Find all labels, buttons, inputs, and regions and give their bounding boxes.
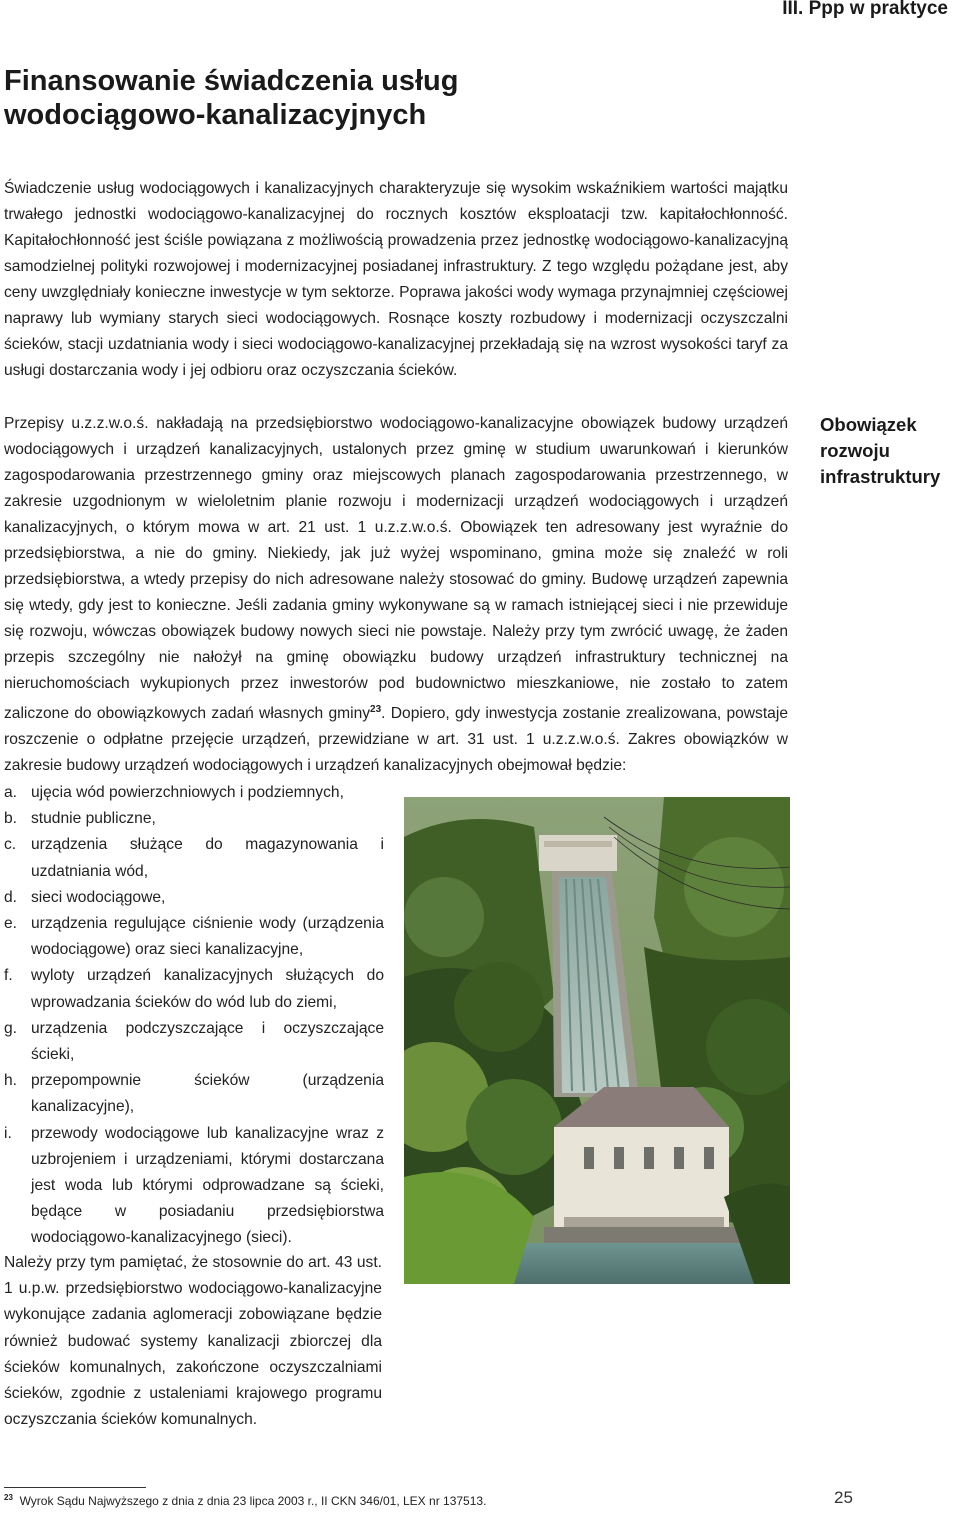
page-number: 25	[834, 1488, 853, 1507]
list-item	[4, 780, 384, 806]
list-item-text: przepompownie ścieków (urządzenia kanalizacyjne),	[31, 1072, 384, 1116]
footnote-rule	[4, 1487, 146, 1488]
list-item-text: wyloty urządzeń kanalizacyjnych służących do wprowadzania ścieków do wód lub do ziemi,	[31, 967, 384, 1011]
list-marker: h.	[4, 1072, 18, 1090]
list-item-text: urządzenia służące do magazynowania i uzdatniania wód,	[31, 836, 384, 880]
body-text-part-1: Przepisy u.z.z.w.o.ś. nakładają na przedsiębiorstwo wodociągowo-kanalizacyjne obowiązek budowy urządzeń wodociągowych i urządzeń kanalizacyjnych, ustalonych przez gminę w studium uwarunkowań i kierunków zagospodarowania przestrzennego gminy oraz miejscowych planach zagospodarowania przestrzennego, w zakresie uzgodnionym w wieloletnim planie rozwoju i modernizacji urządzeń wodociągowych i urządzeń kanalizacyjnych, o którym mowa w art. 21 ust. 1 u.z.z.w.o.ś. Obowiązek ten adresowany jest wyraźnie do przedsiębiorstwa, a nie do gminy. Niekiedy, jak już wyżej wspominano, gmina może się znaleźć w roli przedsiębiorstwa, a wtedy przepisy do nich adresowane należy stosować do gminy. Budowę urządzeń zapewnia się wtedy, gdy jest to konieczne. Jeśli zadania gminy wykonywane są w ramach istniejącej sieci i nie przewiduje się rozwoju, wówczas obowiązek budowy nowych sieci nie powstaje. Należy przy tym zwrócić uwagę, że żaden przepis szczególny nie nałożył na gminę obowiązku budowy urządzeń infrastruktury technicznej na nieruchomościach wykupionych przez inwestorów pod budownictwo mieszkaniowe, nie zostało to zatem zaliczone do obowiązkowych zadań własnych gminy	[4, 415, 788, 723]
body-paragraph	[4, 411, 788, 779]
list-item	[4, 963, 384, 1015]
list-marker: i.	[4, 1124, 12, 1142]
list-item	[4, 832, 384, 884]
page-title-line-2: wodociągowo-kanalizacyjnych	[4, 99, 427, 131]
footnote	[4, 1493, 486, 1508]
list-item-text: przewody wodociągowe lub kanalizacyjne wraz z uzbrojeniem i urządzeniami, którymi dostarczana jest woda lub którymi odprowadzane są ścieki, będące w posiadaniu przedsiębiorstwa wodociągowo-kanalizacyjnego (sieci).	[31, 1124, 384, 1247]
photo-illustration	[404, 797, 790, 1284]
list-marker: d.	[4, 888, 18, 906]
body-text-part-2: . Dopiero, gdy inwestycja zostanie zrealizowana, powstaje roszczenie o odpłatne przejęcie urządzeń, przewidziane w art. 31 ust. 1 u.z.z.w.o.ś. Zakres obowiązków w zakresie budowy urządzeń wodociągowych i urządzeń kanalizacyjnych obejmował będzie:	[4, 705, 788, 775]
list-item	[4, 1121, 384, 1252]
page-title-line-1: Finansowanie świadczenia usług	[4, 65, 459, 97]
list-marker: b.	[4, 810, 18, 828]
hydropower-plant-photo	[404, 797, 790, 1284]
list-marker: c.	[4, 836, 17, 854]
obligations-list	[4, 780, 384, 1252]
footnote-text: Wyrok Sądu Najwyższego z dnia z dnia 23 lipca 2003 r., II CKN 346/01, LEX nr 137513.	[19, 1494, 487, 1508]
footnote-reference[interactable]: 23	[370, 704, 382, 715]
list-item	[4, 885, 384, 911]
list-item	[4, 1068, 384, 1120]
margin-note	[820, 412, 960, 490]
list-marker: g.	[4, 1019, 18, 1037]
list-marker: e.	[4, 915, 18, 933]
closing-paragraph: Należy przy tym pamiętać, że stosownie do art. 43 ust. 1 u.p.w. przedsiębiorstwo wodociągowo-kanalizacyjne wykonujące zadania aglomeracji zobowiązane będzie również budować systemy kanalizacji zbiorczej dla ścieków komunalnych, zakończone oczyszczalniami ścieków, zgodnie z ustaleniami krajowego programu oczyszczania ścieków komunalnych.	[4, 1254, 382, 1429]
intro-paragraph: Świadczenie usług wodociągowych i kanalizacyjnych charakteryzuje się wysokim wskaźnikiem wartości majątku trwałego jednostki wodociągowo-kanalizacyjnej do rocznych kosztów eksploatacji tzw. kapitałochłonność. Kapitałochłonność jest ściśle powiązana z możliwością prowadzenia przez jednostkę wodociągowo-kanalizacyjną samodzielnej polityki rozwojowej i modernizacyjnej posiadanej infrastruktury. Z tego względu pożądane jest, aby ceny uwzględniały konieczne inwestycje w tym sektorze. Poprawa jakości wody wymaga przynajmniej częściowej naprawy lub wymiany starych sieci wodociągowych. Rosnące koszty rozbudowy i modernizacji oczyszczalni ścieków, stacji uzdatniania wody i sieci wodociągowo-kanalizacyjnej przekładają się na wzrost wysokości taryf za usługi dostarczania wody i jej odbioru oraz oczyszczania ścieków.	[4, 180, 788, 379]
section-header: III. Ppp w praktyce	[782, 0, 948, 19]
margin-note-line-2: rozwoju	[820, 440, 890, 461]
list-item-text: studnie publiczne,	[31, 810, 156, 828]
list-item	[4, 911, 384, 963]
footnote-number: 23	[4, 1493, 13, 1502]
list-marker: a.	[4, 784, 18, 801]
list-marker: f.	[4, 967, 13, 985]
margin-note-line-1: Obowiązek	[820, 414, 917, 435]
list-item-text: urządzenia podczyszczające i oczyszczające ścieki,	[31, 1019, 384, 1064]
list-item	[4, 806, 384, 832]
list-item-text: ujęcia wód powierzchniowych i podziemnych,	[31, 784, 344, 801]
list-item-text: sieci wodociągowe,	[31, 888, 166, 906]
list-item-text: urządzenia regulujące ciśnienie wody (urządzenia wodociągowe) oraz sieci kanalizacyjne,	[31, 915, 384, 959]
list-item	[4, 1016, 384, 1068]
page-title	[4, 64, 704, 132]
margin-note-line-3: infrastruktury	[820, 466, 941, 487]
